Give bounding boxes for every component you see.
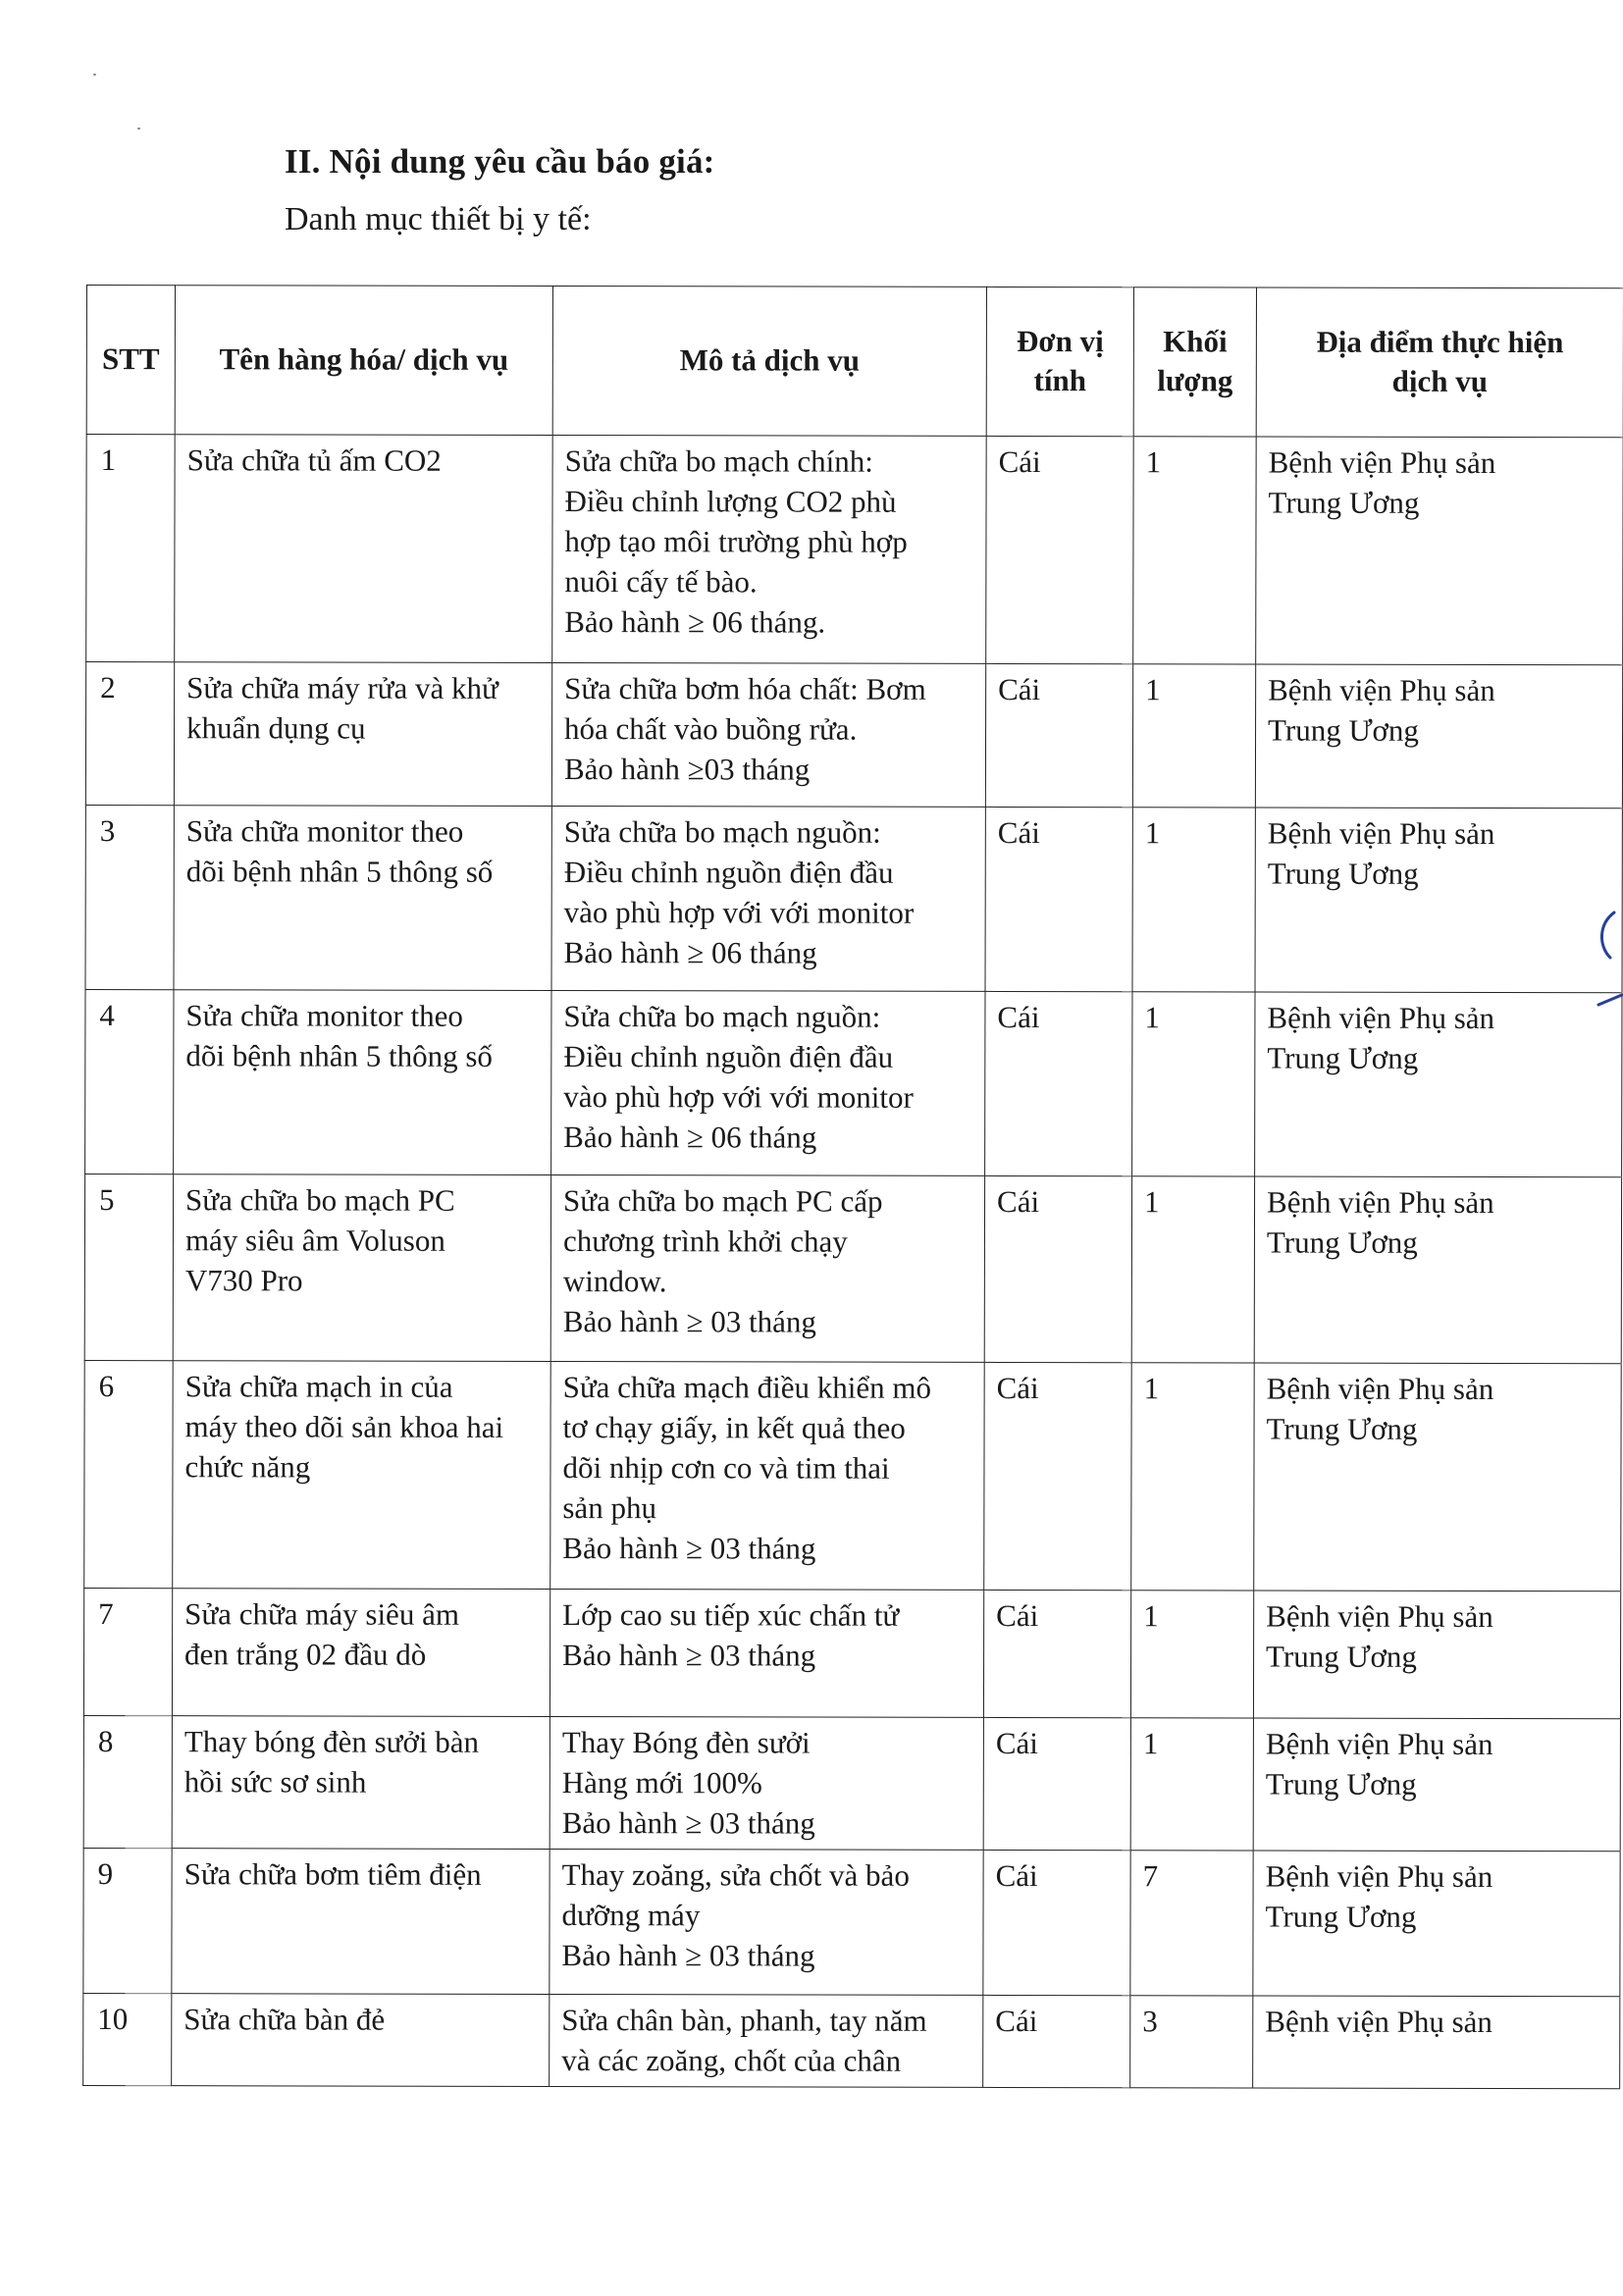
cell-desc: Sửa chữa bo mạch nguồn: Điều chỉnh nguồn điện đầu vào phù hợp với với monitor Bảo hành ≥ 06 tháng <box>551 806 985 991</box>
cell-name: Sửa chữa bo mạch PC máy siêu âm Voluson V730 Pro <box>173 1174 550 1362</box>
cell-place: Bệnh viện Phụ sản Trung Ương <box>1255 808 1622 993</box>
cell-stt: 8 <box>83 1715 172 1848</box>
cell-desc: Thay zoăng, sửa chốt và bảo dưỡng máy Bảo hành ≥ 03 tháng <box>550 1849 983 1995</box>
cell-stt: 7 <box>83 1588 172 1715</box>
section-subtitle: Danh mục thiết bị y tế: <box>285 201 592 237</box>
cell-desc: Sửa chữa bơm hóa chất: Bơm hóa chất vào buồng rửa. Bảo hành ≥03 tháng <box>551 662 985 807</box>
cell-unit: Cái <box>984 1175 1131 1362</box>
cell-stt: 9 <box>83 1848 172 1993</box>
header-qty: Khối lượng <box>1133 287 1256 437</box>
cell-place: Bệnh viện Phụ sản Trung Ương <box>1253 1718 1620 1852</box>
cell-name: Sửa chữa bơm tiêm điện <box>172 1849 550 1995</box>
cell-unit: Cái <box>983 1717 1130 1850</box>
cell-place: Bệnh viện Phụ sản Trung Ương <box>1255 664 1622 809</box>
cell-unit: Cái <box>985 663 1132 807</box>
cell-qty: 1 <box>1132 808 1255 992</box>
cell-qty: 1 <box>1132 664 1255 808</box>
table-row <box>84 1174 1621 1363</box>
cell-place: Bệnh viện Phụ sản Trung Ương <box>1253 1591 1620 1719</box>
cell-name: Sửa chữa máy rửa và khử khuẩn dụng cụ <box>174 662 551 807</box>
scan-speck <box>93 74 96 76</box>
cell-stt: 5 <box>84 1174 173 1360</box>
cell-unit: Cái <box>985 807 1132 991</box>
table-row <box>83 1848 1620 1996</box>
cell-unit: Cái <box>985 991 1132 1175</box>
cell-desc: Thay Bóng đèn sưởi Hàng mới 100% Bảo hành ≥ 03 tháng <box>550 1716 983 1850</box>
cell-place: Bệnh viện Phụ sản <box>1253 1996 1620 2089</box>
header-desc: Mô tả dịch vụ <box>552 286 986 436</box>
table-row <box>85 989 1622 1176</box>
cell-desc: Sửa chữa bo mạch PC cấp chương trình khởi chạy window. Bảo hành ≥ 03 tháng <box>550 1174 984 1362</box>
cell-stt: 2 <box>85 662 174 806</box>
header-place: Địa điểm thực hiện dịch vụ <box>1256 287 1623 438</box>
cell-name: Thay bóng đèn sưởi bàn hồi sức sơ sinh <box>172 1716 550 1850</box>
cell-unit: Cái <box>983 1995 1130 2087</box>
cell-name: Sửa chữa tủ ấm CO2 <box>175 435 552 663</box>
cell-desc: Sửa chữa bo mạch nguồn: Điều chỉnh nguồn điện đầu vào phù hợp với với monitor Bảo hành ≥ 06 tháng <box>551 990 985 1175</box>
table-row <box>83 1588 1620 1718</box>
service-table <box>82 285 1623 2089</box>
table-row <box>85 662 1622 809</box>
handwritten-pen-mark <box>1585 903 1623 1011</box>
cell-place: Bệnh viện Phụ sản Trung Ương <box>1254 1363 1621 1592</box>
section-title: II. Nội dung yêu cầu báo giá: <box>285 142 715 181</box>
cell-qty: 1 <box>1130 1718 1253 1851</box>
table-row <box>85 805 1622 992</box>
cell-qty: 3 <box>1130 1996 1253 2088</box>
cell-place: Bệnh viện Phụ sản Trung Ương <box>1254 1176 1621 1364</box>
table-row <box>83 1993 1620 2088</box>
cell-stt: 1 <box>86 435 175 662</box>
scan-speck <box>137 128 140 130</box>
cell-unit: Cái <box>983 1850 1130 1995</box>
cell-desc: Lớp cao su tiếp xúc chấn tử Bảo hành ≥ 03 tháng <box>550 1589 983 1717</box>
cell-stt: 4 <box>85 989 174 1174</box>
header-stt: STT <box>86 286 175 435</box>
header-name: Tên hàng hóa/ dịch vụ <box>175 286 552 436</box>
cell-stt: 10 <box>83 1993 172 2085</box>
cell-place: Bệnh viện Phụ sản Trung Ương <box>1256 437 1623 665</box>
cell-desc: Sửa chân bàn, phanh, tay năm và các zoăng, chốt của chân <box>550 1994 983 2087</box>
cell-qty: 1 <box>1132 992 1255 1176</box>
cell-name: Sửa chữa mạch in của máy theo dõi sản khoa hai chức năng <box>173 1361 550 1590</box>
cell-stt: 6 <box>84 1360 173 1588</box>
header-unit: Đơn vị tính <box>986 287 1133 436</box>
cell-name: Sửa chữa bàn đẻ <box>172 1994 550 2087</box>
table-header-row <box>86 286 1623 438</box>
table-row <box>84 1360 1621 1591</box>
cell-name: Sửa chữa monitor theo dõi bệnh nhân 5 thông số <box>174 990 551 1175</box>
cell-name: Sửa chữa máy siêu âm đen trắng 02 đầu dò <box>172 1589 550 1717</box>
cell-stt: 3 <box>85 805 174 989</box>
cell-unit: Cái <box>984 1362 1131 1590</box>
cell-name: Sửa chữa monitor theo dõi bệnh nhân 5 thông số <box>174 806 551 991</box>
cell-qty: 1 <box>1133 437 1256 664</box>
cell-qty: 1 <box>1130 1591 1253 1718</box>
cell-place: Bệnh viện Phụ sản Trung Ương <box>1253 1851 1620 1997</box>
cell-qty: 1 <box>1131 1363 1254 1591</box>
cell-desc: Sửa chữa mạch điều khiển mô tơ chạy giấy, in kết quả theo dõi nhịp cơn co và tim thai sản phụ Bảo hành ≥ 03 tháng <box>550 1361 984 1590</box>
cell-place: Bệnh viện Phụ sản Trung Ương <box>1255 992 1622 1177</box>
cell-desc: Sửa chữa bo mạch chính: Điều chỉnh lượng CO2 phù hợp tạo môi trường phù hợp nuôi cấy tế bào. Bảo hành ≥ 06 tháng. <box>552 435 986 663</box>
cell-qty: 7 <box>1130 1851 1253 1996</box>
table-row <box>83 1715 1620 1851</box>
cell-unit: Cái <box>986 436 1133 663</box>
cell-qty: 1 <box>1131 1176 1254 1363</box>
table-row <box>86 435 1623 665</box>
cell-unit: Cái <box>983 1590 1130 1717</box>
